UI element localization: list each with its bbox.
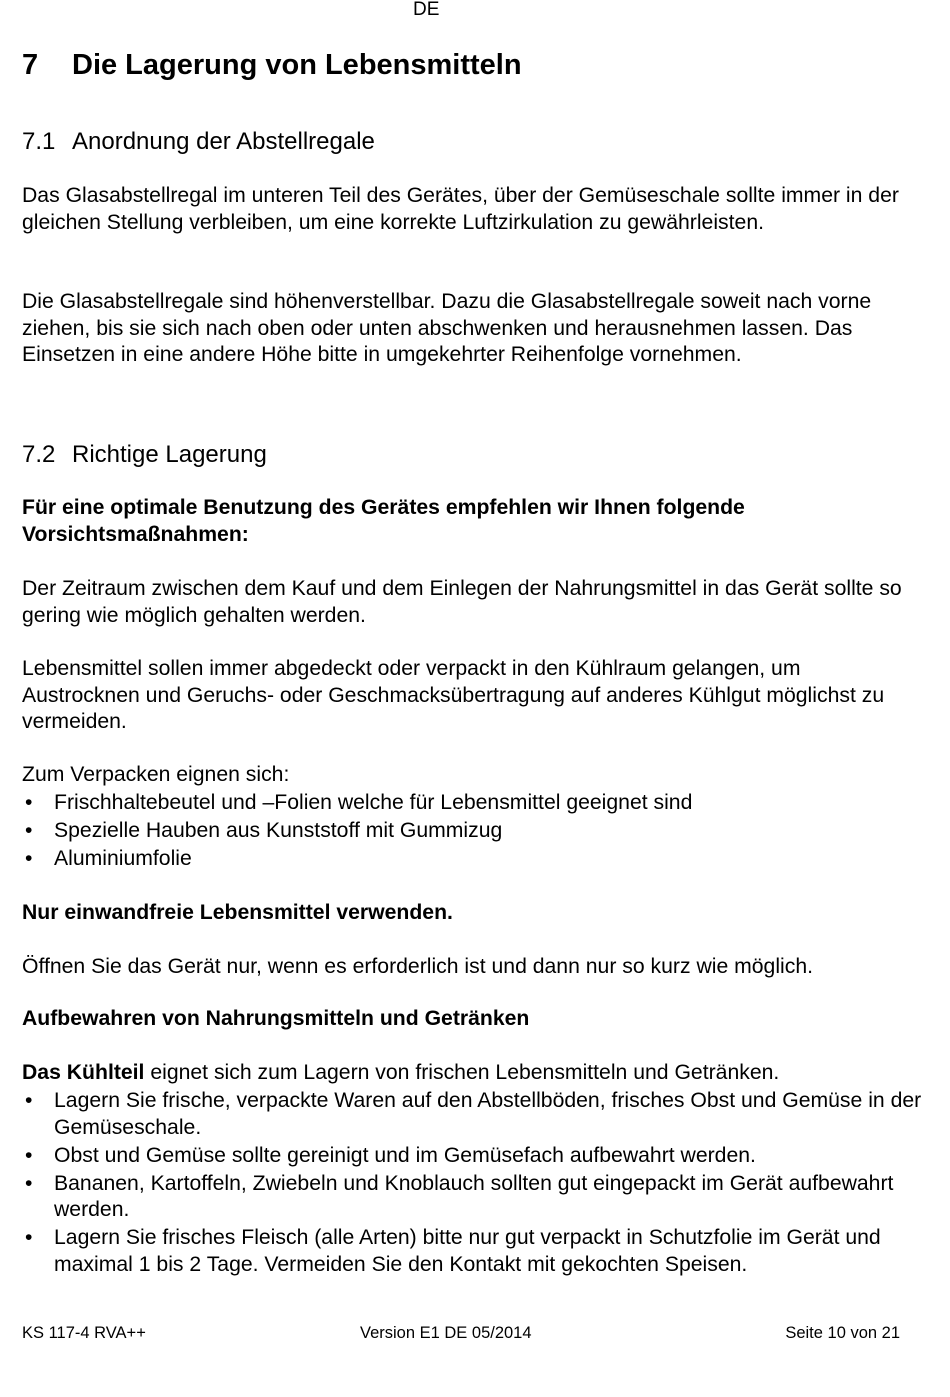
section-number: 7.1 [22, 128, 56, 155]
footer-page-number: Seite 10 von 21 [785, 1324, 900, 1342]
section-title: Anordnung der Abstellregale [72, 128, 375, 155]
list-item: • Obst und Gemüse sollte gereinigt und im Gemüsefach aufbewahrt werden. [22, 1143, 922, 1170]
fridge-label: Das Kühlteil [22, 1061, 145, 1084]
list-item: • Frischhaltebeutel und –Folien welche für Lebensmittel geeignet sind [22, 790, 922, 817]
list-item: • Lagern Sie frisches Fleisch (alle Arten) bitte nur gut verpackt in Schutzfolie im Gerät und maximal 1 bis 2 Tage. Vermeiden Sie den Kontakt mit gekochten Speisen. [25, 1226, 881, 1277]
footer-model: KS 117-4 RVA++ [22, 1324, 146, 1342]
bullet-icon: • [25, 1143, 33, 1167]
bullet-icon: • [25, 819, 33, 842]
storage-heading: Aufbewahren von Nahrungsmitteln und Getränken [22, 1007, 530, 1030]
paragraph-shelf-position: Das Glasabstellregal im unteren Teil des Gerätes, über der Gemüseschale sollte immer in der gleichen Stellung verbleiben, um eine korrekte Luftzirkulation zu gewährleisten. [22, 184, 899, 234]
language-marker: DE [413, 0, 440, 20]
bullet-icon: • [25, 1089, 33, 1112]
packing-list [22, 790, 922, 874]
paragraph-door-opening: Öffnen Sie das Gerät nur, wenn es erforderlich ist und dann nur so kurz wie möglich. [22, 955, 814, 978]
section-title: Richtige Lagerung [72, 441, 267, 468]
bullet-icon: • [25, 1171, 33, 1195]
paragraph-covered-food: Lebensmittel sollen immer abgedeckt oder verpackt in den Kühlraum gelangen, um Austrocknen und Geruchs- oder Geschmacksübertragung auf anderes Kühlgut möglichst zu vermeiden. [22, 657, 885, 734]
list-item: • Bananen, Kartoffeln, Zwiebeln und Knoblauch sollten gut eingepackt im Gerät aufbewahrt werden. [25, 1171, 894, 1222]
fresh-food-note: Nur einwandfreie Lebensmittel verwenden. [22, 901, 453, 924]
fridge-description: eignet sich zum Lagern von frischen Lebensmitteln und Getränken. [144, 1061, 780, 1084]
packing-intro: Zum Verpacken eignen sich: [22, 763, 290, 786]
fridge-intro [22, 1060, 922, 1087]
bullet-icon: • [25, 847, 33, 870]
paragraph-storage-time: Der Zeitraum zwischen dem Kauf und dem Einlegen der Nahrungsmittel in das Gerät sollte so gering wie möglich gehalten werden. [22, 577, 902, 627]
chapter-heading [22, 47, 522, 83]
chapter-number: 7 [22, 49, 39, 81]
section-heading-7-1 [22, 127, 375, 157]
chapter-title: Die Lagerung von Lebensmitteln [72, 49, 522, 81]
list-item: • Spezielle Hauben aus Kunststoff mit Gummizug [22, 818, 922, 845]
footer-version: Version E1 DE 05/2014 [360, 1324, 532, 1342]
bullet-icon: • [25, 1226, 33, 1250]
fridge-list [22, 1088, 922, 1280]
list-item: • Lagern Sie frische, verpackte Waren auf den Abstellböden, frisches Obst und Gemüse in der Gemüseschale. [25, 1089, 922, 1139]
paragraph-shelf-adjust: Die Glasabstellregale sind höhenverstellbar. Dazu die Glasabstellregale soweit nach vorne ziehen, bis sie sich nach oben oder unten abschwenken und herausnehmen lassen. Das Einsetzen in eine andere Höhe bitte in umgekehrter Reihenfolge vornehmen. [22, 290, 872, 367]
section-heading-7-2 [22, 440, 267, 470]
bullet-icon: • [25, 791, 33, 814]
precautions-intro: Für eine optimale Benutzung des Gerätes empfehlen wir Ihnen folgende Vorsichtsmaßnahmen: [22, 496, 745, 546]
list-item: • Aluminiumfolie [22, 846, 922, 873]
section-number: 7.2 [22, 441, 56, 468]
